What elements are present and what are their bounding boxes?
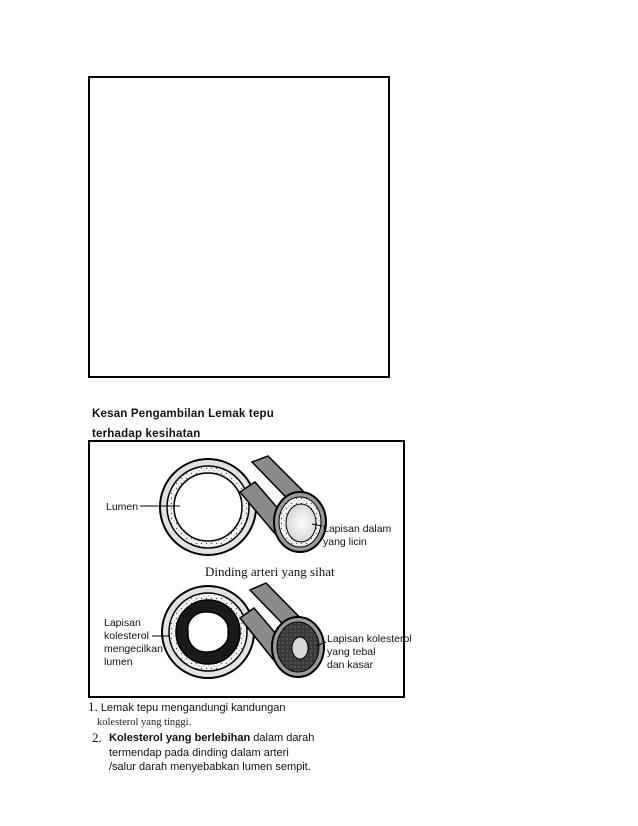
list-item-1-text: Lemak tepu mengandungi kandungan: [100, 702, 286, 714]
label-cholesterol-thick-1: Lapisan kolesterol: [327, 633, 412, 645]
list-item-1-continuation: kolesterol yang tinggi.: [97, 716, 192, 728]
label-cholesterol-narrow-4: lumen: [104, 656, 133, 668]
label-cholesterol-thick-3: dan kasar: [327, 659, 374, 671]
section-heading: [92, 404, 322, 444]
diseased-artery-cross-section: [162, 586, 254, 678]
heading-line-2: terhadap kesihatan: [92, 428, 201, 440]
list-item-2-bold-text: Kolesterol yang berlebihan: [109, 732, 251, 744]
healthy-artery-cross-section: [160, 459, 256, 555]
heading-line-1: Kesan Pengambilan Lemak tepu: [92, 408, 274, 420]
healthy-artery-longitudinal: [240, 456, 326, 552]
artery-diagram: [88, 440, 412, 698]
list-item-1-number: 1.: [88, 699, 98, 714]
list-item-2-text: dalam darah termendap pada dinding dalam arteri /salur darah menyebabkan lumen sempit.: [109, 732, 315, 773]
effects-list: [88, 700, 318, 775]
diseased-artery-longitudinal: [240, 583, 326, 677]
list-item-1: [88, 700, 318, 716]
list-item-2-number: 2.: [92, 730, 102, 745]
list-item-2: [88, 731, 318, 775]
label-cholesterol-thick-2: yang tebal: [327, 646, 376, 658]
caption-healthy-artery: Dinding arteri yang sihat: [205, 564, 335, 579]
image-placeholder-box: [88, 76, 390, 378]
label-inner-smooth-2: yang licin: [323, 536, 367, 548]
artery-diagram-svg: [90, 442, 412, 696]
label-cholesterol-narrow-2: kolesterol: [104, 630, 149, 642]
label-cholesterol-narrow-3: mengecilkan: [104, 643, 163, 655]
label-cholesterol-narrow-1: Lapisan: [104, 617, 141, 629]
label-inner-smooth-1: Lapisan dalam: [323, 523, 392, 535]
label-lumen: Lumen: [106, 501, 139, 513]
